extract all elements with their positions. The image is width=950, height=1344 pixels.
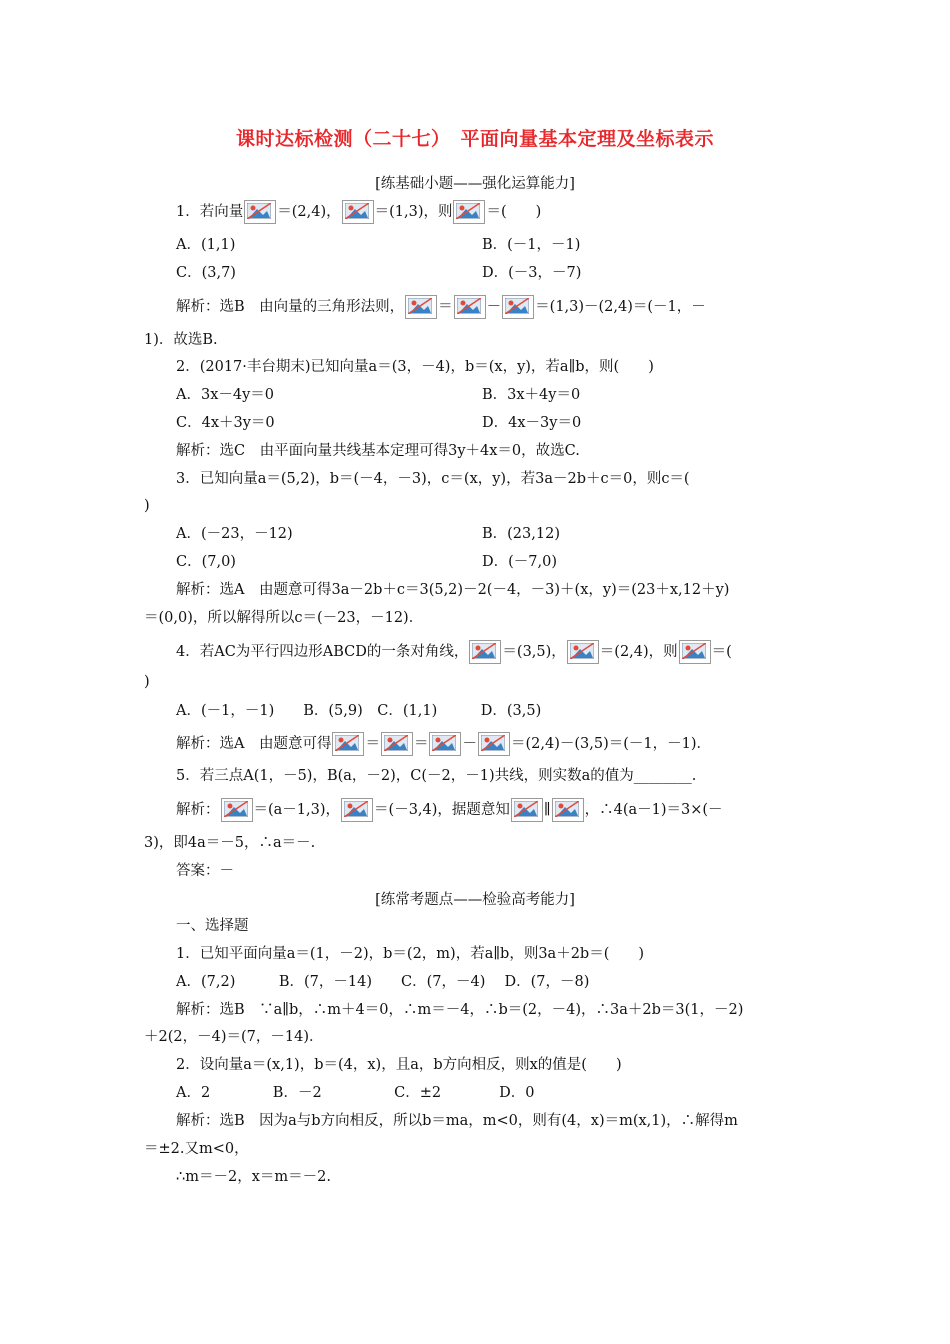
solution-5-cont: 3)，即4a＝－5，∴a＝－.	[144, 835, 316, 851]
broken-image-icon	[332, 732, 364, 756]
solution-3: 解析：选A 由题意可得3a－2b＋c＝3(5,2)－2(－4，－3)＋(x，y)＝(23＋x,12＋y)	[176, 582, 730, 598]
broken-image-icon	[567, 640, 599, 664]
question-3: 3．已知向量a＝(5,2)，b＝(－4，－3)，c＝(x，y)，若3a－2b＋c＝0，则c＝(	[176, 471, 690, 487]
broken-image-icon	[552, 798, 584, 822]
option-c: C．4x＋3y＝0	[176, 415, 275, 431]
exam-solution-2-cont: ＝±2.又m<0，	[144, 1141, 249, 1157]
exam-question-2-options: A．2 B．－2 C．±2 D．0	[176, 1085, 535, 1101]
question-2: 2．(2017·丰台期末)已知向量a＝(3，－4)，b＝(x，y)，若a∥b，则( )	[176, 359, 654, 375]
question-1: 1．若向量 ＝(2,4)， ＝(1,3)，则 ＝( )	[176, 200, 541, 224]
exam-solution-2-end: ∴m＝－2，x＝m＝－2.	[176, 1169, 331, 1185]
broken-image-icon	[342, 200, 374, 224]
solution-4: 解析：选A 由题意可得 ＝ ＝ － ＝(2,4)－(3,5)＝(－1，－1)．	[176, 732, 711, 756]
option-c: C．(3,7)	[176, 265, 236, 281]
exam-question-1-options: A．(7,2) B．(7，－14) C．(7，－4) D．(7，－8)	[176, 974, 590, 990]
solution-3-cont: ＝(0,0)，所以解得所以c＝(－23，－12)．	[144, 610, 424, 626]
section-heading-basic: [练基础小题——强化运算能力]	[375, 176, 575, 192]
solution-1-cont: 1)．故选B.	[144, 332, 218, 348]
broken-image-icon	[405, 295, 437, 319]
solution-5: 解析： ＝(a－1,3)， ＝(－3,4)，据题意知 ∥ ，∴4(a－1)＝3×(－	[176, 798, 723, 822]
option-a: A．(－23，－12)	[176, 526, 293, 542]
section-heading-exam: [练常考题点——检验高考能力]	[375, 892, 575, 908]
broken-image-icon	[478, 732, 510, 756]
option-a: A．(1,1)	[176, 237, 236, 253]
broken-image-icon	[469, 640, 501, 664]
broken-image-icon	[244, 200, 276, 224]
broken-image-icon	[429, 732, 461, 756]
question-5: 5．若三点A(1，－5)，B(a，－2)，C(－2，－1)共线，则实数a的值为________.	[176, 768, 697, 784]
option-a: A．3x－4y＝0	[176, 387, 275, 403]
broken-image-icon	[453, 200, 485, 224]
option-b: B．3x＋4y＝0	[482, 387, 581, 403]
answer-5: 答案：－	[176, 863, 234, 879]
exam-solution-1-cont: ＋2(2，－4)＝(7，－14)．	[144, 1029, 324, 1045]
broken-image-icon	[221, 798, 253, 822]
option-d: D．4x－3y＝0	[482, 415, 582, 431]
solution-1: 解析：选B 由向量的三角形法则， ＝ － ＝(1,3)－(2,4)＝(－1，－	[176, 295, 706, 319]
exam-solution-1: 解析：选B ∵a∥b，∴m＋4＝0，∴m＝－4，∴b＝(2，－4)，∴3a＋2b＝3(1，－2)	[176, 1002, 744, 1018]
broken-image-icon	[454, 295, 486, 319]
option-c: C．(7,0)	[176, 554, 236, 570]
question-4: 4．若AC为平行四边形ABCD的一条对角线， ＝(3,5)， ＝(2,4)，则 ＝(	[176, 640, 732, 664]
page-title: 课时达标检测（二十七） 平面向量基本定理及坐标表示	[235, 128, 714, 150]
exam-question-2: 2．设向量a＝(x,1)，b＝(4，x)，且a，b方向相反，则x的值是( )	[176, 1057, 622, 1073]
option-b: B．(－1，－1)	[482, 237, 581, 253]
exam-question-1: 1．已知平面向量a＝(1，－2)，b＝(2，m)，若a∥b，则3a＋2b＝( )	[176, 946, 645, 962]
option-d: D．(－7,0)	[482, 554, 557, 570]
question-3-cont: )	[144, 498, 150, 514]
question-4-cont: )	[144, 674, 150, 690]
broken-image-icon	[341, 798, 373, 822]
exam-solution-2: 解析：选B 因为a与b方向相反，所以b＝ma，m<0，则有(4，x)＝m(x,1)，∴解得m	[176, 1113, 738, 1129]
broken-image-icon	[502, 295, 534, 319]
question-4-options: A．(－1，－1) B．(5,9) C．(1,1) D．(3,5)	[176, 703, 542, 719]
option-b: B．(23,12)	[482, 526, 560, 542]
broken-image-icon	[381, 732, 413, 756]
option-d: D．(－3，－7)	[482, 265, 582, 281]
solution-2: 解析：选C 由平面向量共线基本定理可得3y＋4x＝0，故选C.	[176, 443, 580, 459]
broken-image-icon	[679, 640, 711, 664]
broken-image-icon	[511, 798, 543, 822]
part-heading: 一、选择题	[176, 918, 249, 934]
